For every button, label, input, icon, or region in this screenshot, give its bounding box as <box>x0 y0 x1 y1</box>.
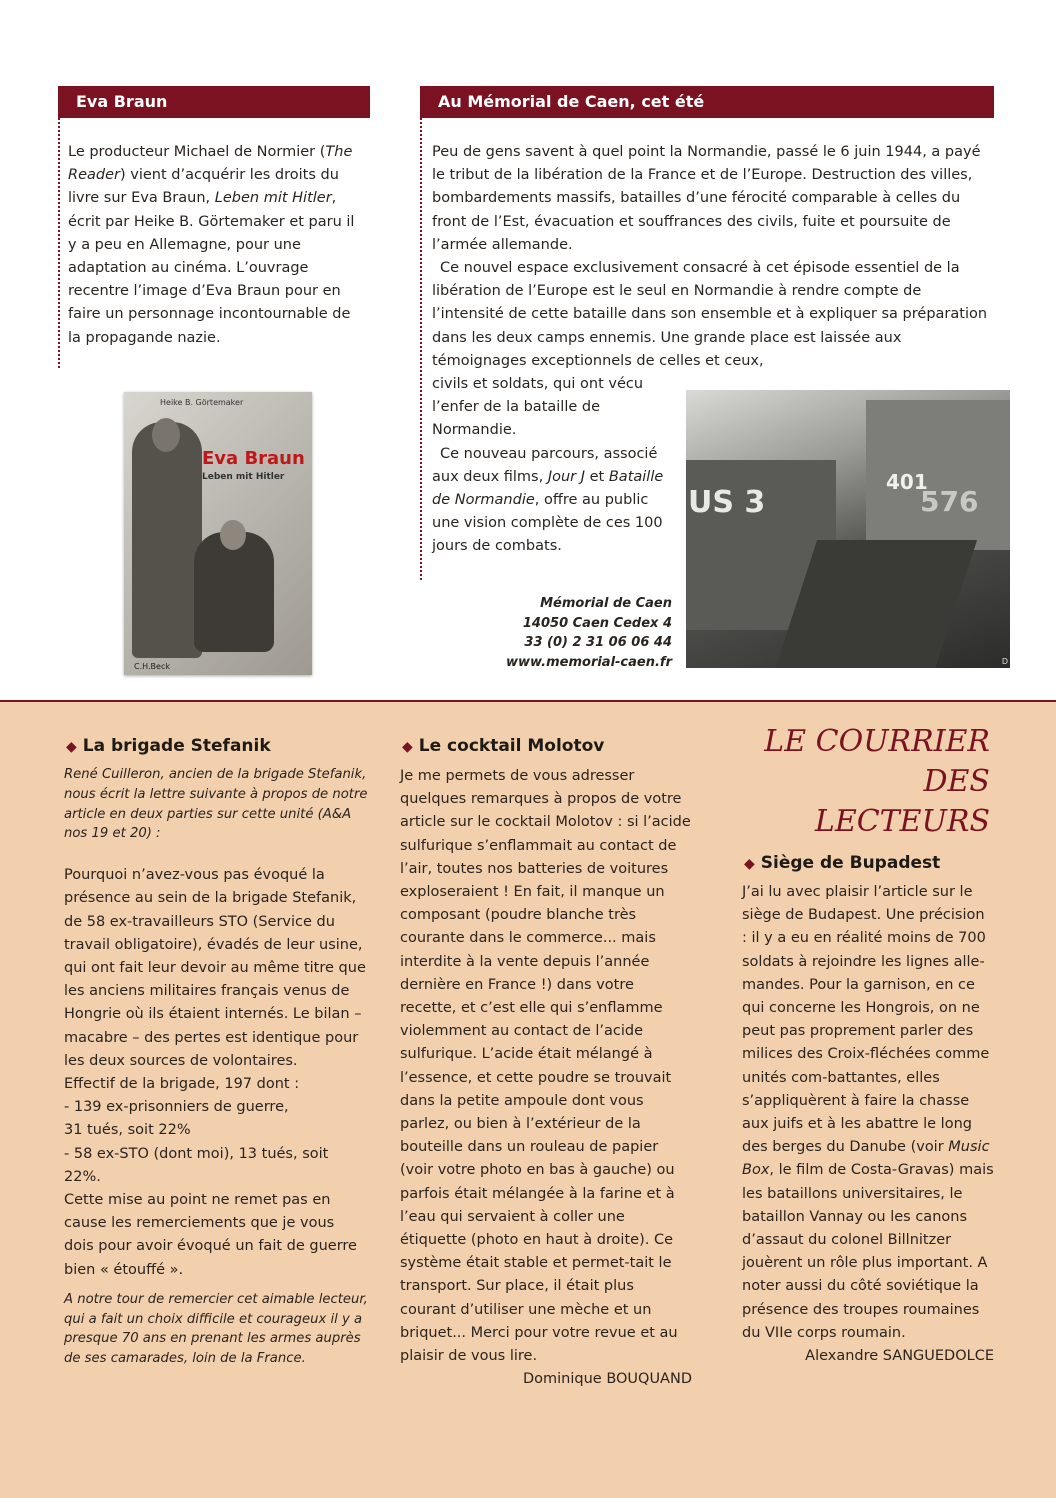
book-cover-head-man <box>152 418 180 452</box>
book-title: Leben mit Hitler <box>214 190 332 207</box>
molotov-letter: Je me permets de vous adresser quelques remarques à propos de votre article sur le cocktail Molotov : si l’acide sulfurique s’enflammait au contact de l’air, toutes nos batteries de voitures exploseraient ! En fait, il manque un composant (poudre blanche très courante dans le commerce... mais interdite à la vente depuis l’année dernière en France !) dans votre recette, et c’est elle qui s’enflamme violemment au contact de l’acide sulfurique. L’acide était mélangé à l’essence, et cette poudre se trouvait dans la petite ampoule dont vous parlez, ou bien à l’extérieur de la bouteille dans un rouleau de papier (voir votre photo en bas à gauche) ou parfois était mélangée à la farine et à l’eau qui servaient à coller une étiquette (photo en haut à droite). Ce système était stable et permet-tait le transport. Sur place, il était plus courant d’utiliser une mèche et un briquet... Merci pour votre revue et au plaisir de vous lire. <box>400 768 691 1365</box>
letters-page-title <box>740 722 990 842</box>
landing-ship-photo <box>686 390 1010 668</box>
book-cover-head-woman <box>220 520 246 550</box>
diamond-bullet-icon: ◆ <box>744 856 755 872</box>
photo-hull-marking-large: 576 <box>920 485 979 518</box>
letters-title-line: DES LECTEURS <box>814 764 990 839</box>
stefanik-heading: ◆ La brigade Stefanik <box>66 736 271 756</box>
eva-braun-rule <box>58 118 60 368</box>
budapest-heading: ◆ Siège de Bupadest <box>744 853 941 873</box>
eva-braun-text <box>68 141 364 350</box>
letters-title-line: LE COURRIER <box>764 724 990 759</box>
film-title-2: Bataille de Normandie <box>432 468 664 509</box>
stefanik-intro: René Cuilleron, ancien de la brigade Stefanik, nous écrit la lettre suivante à propos de notre article en deux parties sur cette unité (A&A nos 19 et 20) : <box>64 767 368 842</box>
address-line: 14050 Caen Cedex 4 <box>522 615 672 631</box>
film-title: Music Box <box>742 1139 990 1179</box>
budapest-column <box>742 881 994 1368</box>
memorial-header: Au Mémorial de Caen, cet été <box>420 86 994 118</box>
eva-braun-paragraph: Le producteur Michael de Normier (The Reader) vient d’acquérir les droits du livre sur Eva Braun, Leben mit Hitler, écrit par Heike B. Görtemaker et paru il y a peu en Allemagne, pour une adaptation au cinéma. L’ouvrage recentre l’image d’Eva Braun pour en faire un personnage incontournable de la propagande nazie. <box>68 144 355 346</box>
molotov-column <box>400 765 692 1391</box>
memorial-paragraph-2-end: civils et soldats, qui ont vécu l’enfer de la bataille de Normandie. <box>432 376 644 439</box>
memorial-rule <box>420 118 422 580</box>
photo-hull-marking-number: 401 <box>886 470 928 494</box>
book-cover-author: Heike B. Görtemaker <box>160 398 244 407</box>
address-phone: 33 (0) 2 31 06 06 44 <box>524 635 672 650</box>
budapest-signature: Alexandre SANGUEDOLCE <box>805 1348 994 1365</box>
stefanik-column <box>64 765 368 1369</box>
film-title: The Reader <box>68 144 353 184</box>
stefanik-line: - 139 ex-prisonniers de guerre, <box>64 1099 289 1116</box>
stefanik-line: 31 tués, soit 22% <box>64 1122 191 1139</box>
top-section <box>0 0 1056 700</box>
budapest-letter: J’ai lu avec plaisir l’article sur le siège de Budapest. Une précision : il y a eu en réalité moins de 700 soldats à rejoindre les lignes alle-mandes. Pour la garnison, en ce qui concerne les Hongrois, on ne peut pas proprement parler des milices des Croix-fléchées comme unités com-battantes, elles s’appliquèrent à faire la chasse aux juifs et à les abattre le long des berges du Danube (voir Music Box, le film de Costa-Gravas) mais les bataillons universitaires, le bataillon Vannay ou les canons d’assaut du colonel Billnitzer jouèrent un rôle plus important. A noter aussi du côté soviétique la présence des troupes roumaines du VIIe corps roumain. <box>742 884 994 1341</box>
film-title-1: Jour J <box>547 468 586 485</box>
address-website[interactable]: www.memorial-caen.fr <box>505 654 672 670</box>
memorial-text-narrow <box>432 373 670 559</box>
book-cover-title: Eva Braun <box>202 448 305 469</box>
stefanik-letter-paragraph: Pourquoi n’avez-vous pas évoqué la présence au sein de la brigade Stefanik, de 58 ex-travailleurs STO (Service du travail obligatoire), évadés de leur usine, qui ont fait leur devoir au même titre que les anciens militaires français venus de Hongrie où ils étaient internés. Le bilan – macabre – des pertes est identique pour les deux sources de volontaires. <box>64 867 366 1069</box>
book-cover-figure-man <box>132 422 202 658</box>
stefanik-closing: Cette mise au point ne remet pas en cause les remerciements que je vous dois pour avoir évoqué un fait de guerre bien « étouffé ». <box>64 1192 357 1278</box>
stefanik-effectif: Effectif de la brigade, 197 dont : <box>64 1076 300 1093</box>
book-cover-subtitle: Leben mit Hitler <box>202 472 285 482</box>
memorial-paragraph-2: Ce nouvel espace exclusivement consacré à cet épisode essentiel de la libération de l’Europe est le seul en Normandie à rendre compte de l’intensité de cette bataille dans son ensemble et à expliquer sa préparation dans les deux camps ennemis. Une grande place est laissée aux témoignages exceptionnels de celles et ceux, <box>432 260 988 369</box>
stefanik-line: - 58 ex-STO (dont moi), 13 tués, soit 22%. <box>64 1145 329 1185</box>
memorial-paragraph-1: Peu de gens savent à quel point la Normandie, passé le 6 juin 1944, a payé le tribut de la libération de la France et de l’Europe. Destruction des villes, bombardements massifs, batailles d’une férocité comparable à celles du front de l’Est, évacuation et souffrances des civils, fuite et poursuite de l’armée allemande. <box>432 144 981 253</box>
book-cover-image <box>124 392 312 675</box>
molotov-heading: ◆ Le cocktail Molotov <box>402 736 605 756</box>
memorial-text-wide <box>432 141 988 373</box>
stefanik-editor-reply: A notre tour de remercier cet aimable lecteur, qui a fait un choix difficile et courageux il y a presque 70 ans en prenant les armes auprès de ses camarades, loin de la France. <box>64 1291 368 1367</box>
photo-hull-marking-us: US 3 <box>688 485 766 520</box>
molotov-signature: Dominique BOUQUAND <box>522 1371 692 1388</box>
diamond-bullet-icon: ◆ <box>66 739 77 755</box>
book-cover-publisher: C.H.Beck <box>134 662 170 671</box>
photo-credit: D <box>1001 657 1008 666</box>
memorial-paragraph-3: Ce nouveau parcours, associé aux deux films, Jour J et Bataille de Normandie, offre au public une vision complète de ces 100 jours de combats. <box>432 445 664 555</box>
diamond-bullet-icon: ◆ <box>402 739 413 755</box>
eva-braun-header: Eva Braun <box>58 86 370 118</box>
address-line: Mémorial de Caen <box>540 596 672 611</box>
memorial-address <box>470 594 672 672</box>
book-cover-figure-woman <box>194 532 274 652</box>
